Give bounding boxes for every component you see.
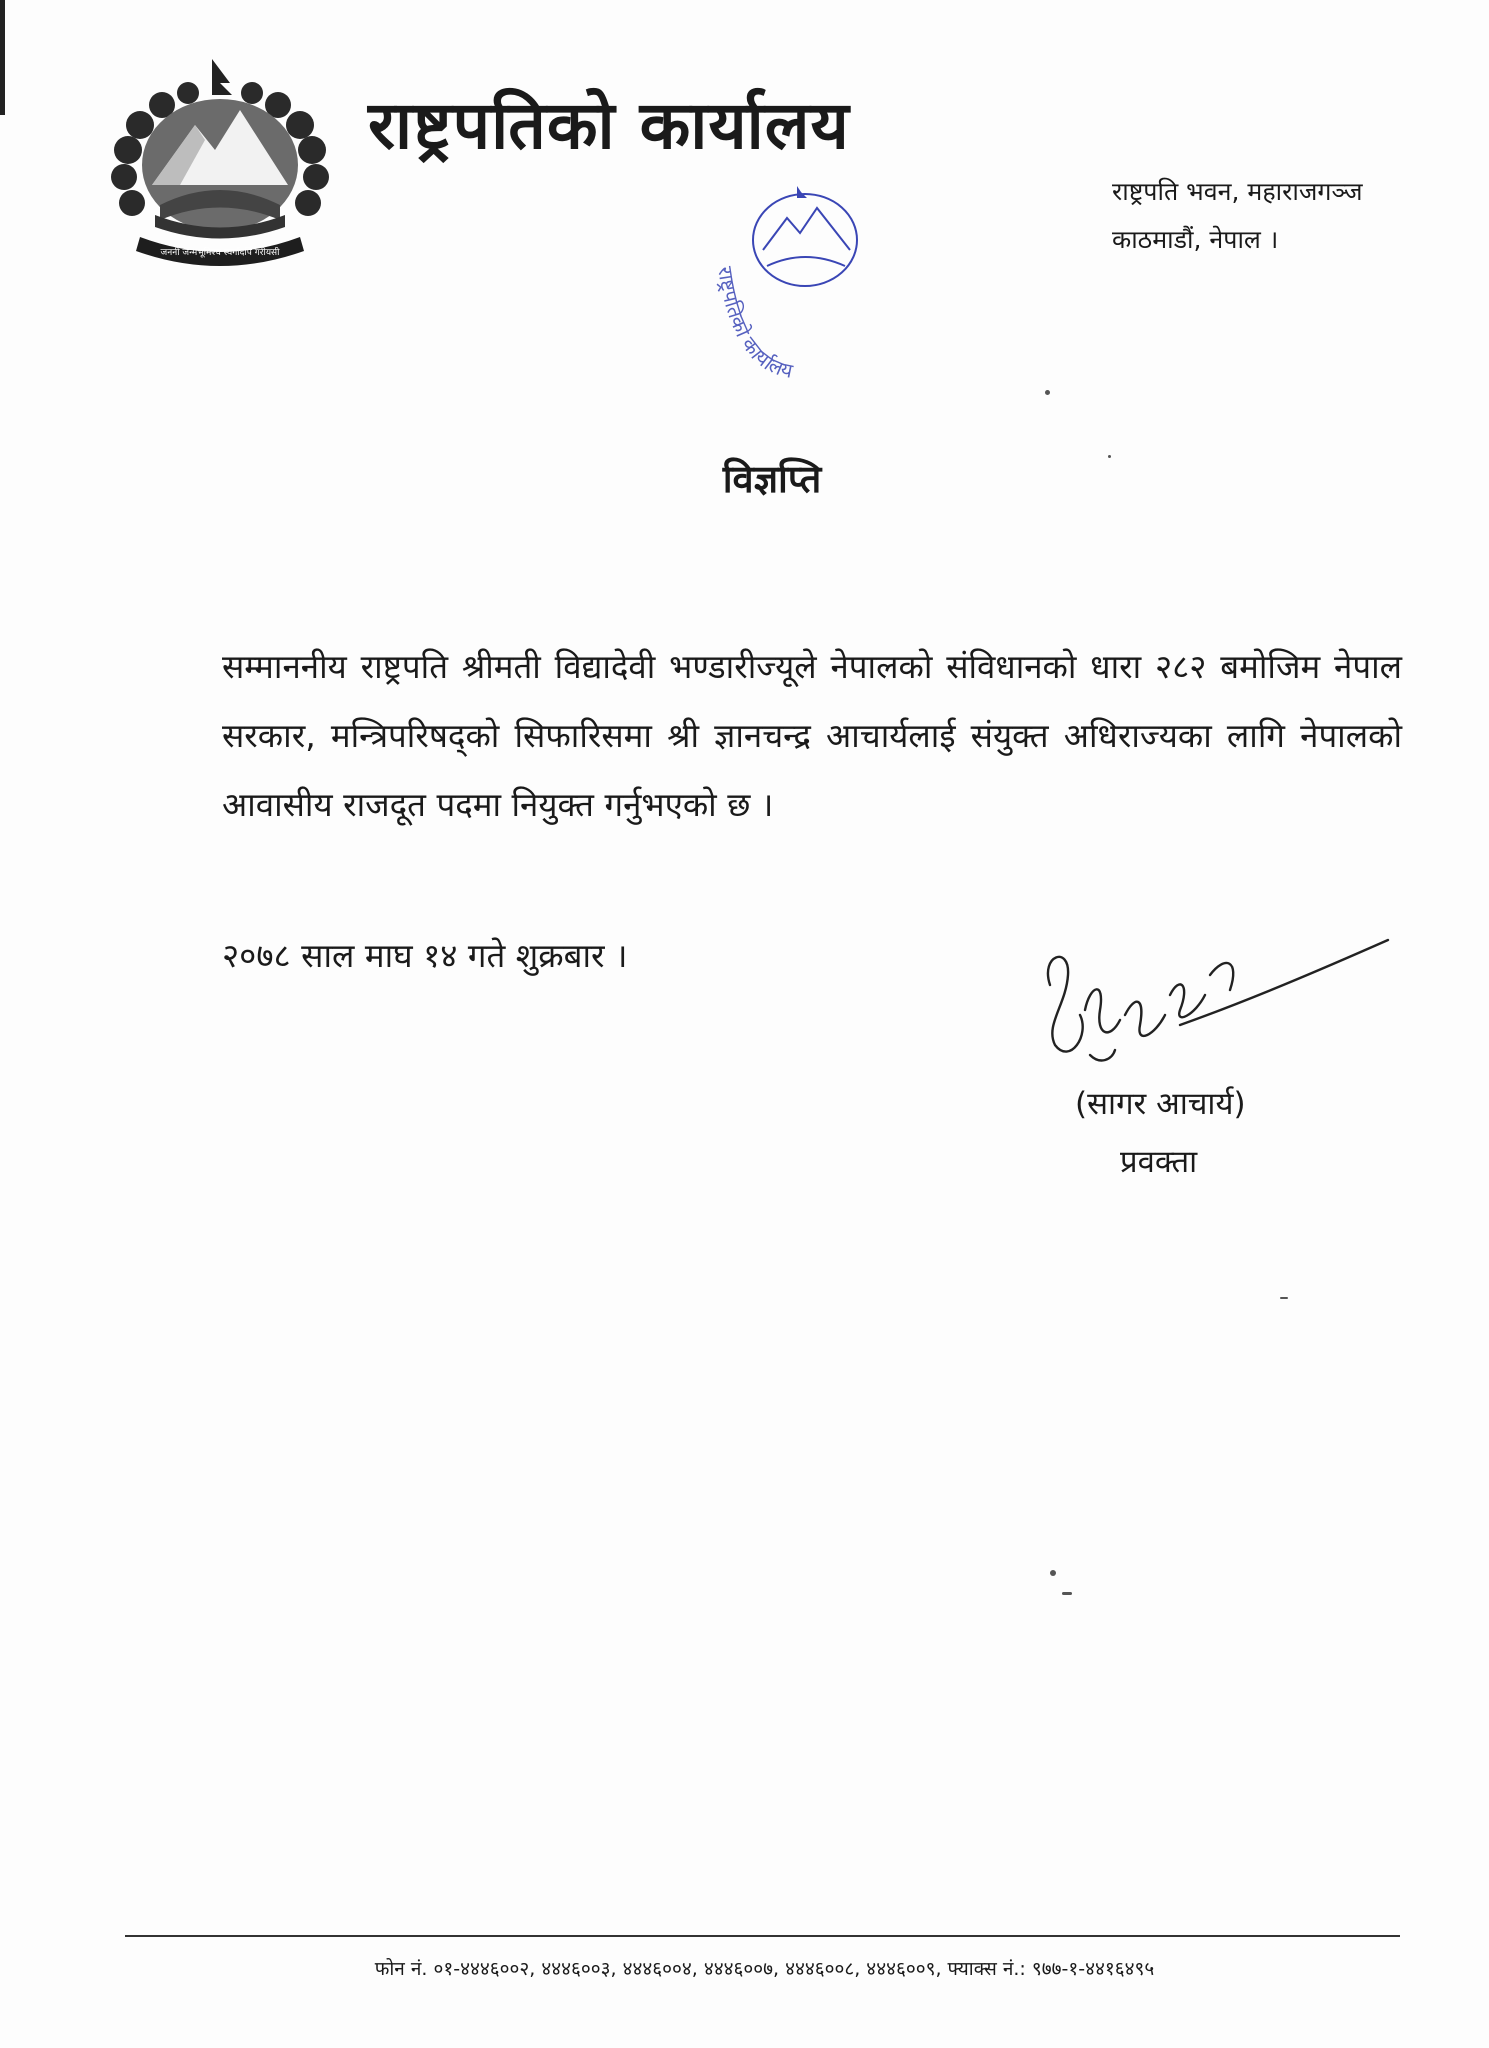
notice-body: सम्माननीय राष्ट्रपति श्रीमती विद्यादेवी भण्डारीज्यूले नेपालको संविधानको धारा २८२ बमोजिम नेपाल सरकार, मन्त्रिपरिषद्को सिफारिसमा श्री ज्ञानचन्द्र आचार्यलाई संयुक्त अधिराज्यका लागि नेपालको आवासीय राजदूत पदमा नियुक्त गर्नुभएको छ । <box>222 647 1402 824</box>
svg-text:राष्ट्रपतिको कार्यालय: राष्ट्रपतिको कार्यालय <box>713 264 795 383</box>
scan-speck <box>1045 390 1050 395</box>
footer-contact: फोन नं. ०१-४४४६००२, ४४४६००३, ४४४६००४, ४४४६००७, ४४४६००८, ४४४६००९, फ्याक्स नं.: ९७७-१-४४१६४९५ <box>374 1958 1155 1980</box>
signature <box>1030 915 1390 1090</box>
scan-speck <box>1108 455 1111 458</box>
scan-speck <box>1280 1297 1288 1299</box>
office-title: राष्ट्रपतिको कार्यालय <box>368 87 850 164</box>
office-stamp <box>685 178 925 388</box>
notice-date: २०७८ साल माघ १४ गते शुक्रबार । <box>222 936 628 975</box>
address-line-2: काठमाडौं, नेपाल । <box>1112 225 1279 254</box>
scan-edge-mark <box>0 0 5 115</box>
address-line-1: राष्ट्रपति भवन, महाराजगञ्ज <box>1112 177 1363 206</box>
signatory-title: प्रवक्ता <box>1120 1144 1198 1180</box>
signatory-name: (सागर आचार्य) <box>1075 1086 1246 1122</box>
notice-heading: विज्ञप्ति <box>722 457 822 501</box>
scan-speck <box>1062 1592 1072 1595</box>
scan-speck <box>1050 1570 1056 1576</box>
nepal-coat-of-arms-icon <box>100 55 340 270</box>
office-address <box>1112 168 1363 264</box>
svg-text:जननी जन्मभूमिश्च स्वर्गादपि गर: जननी जन्मभूमिश्च स्वर्गादपि गरीयसी <box>160 248 280 258</box>
footer-divider <box>125 1935 1400 1937</box>
